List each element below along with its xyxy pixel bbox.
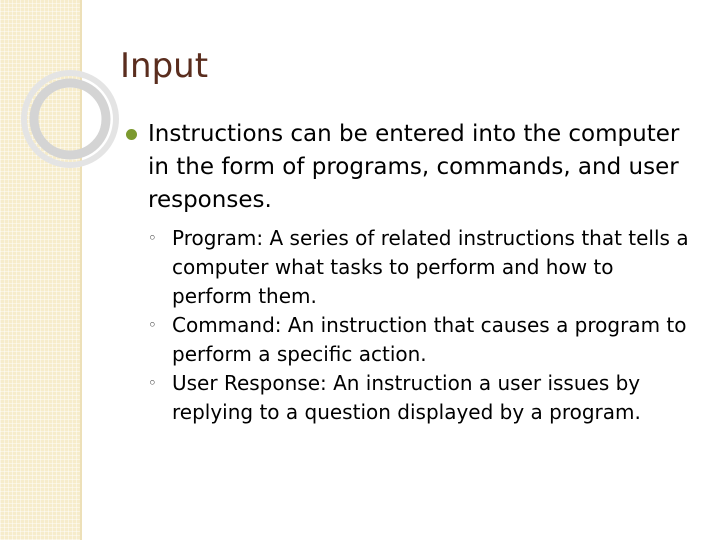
main-bullet-text: Instructions can be entered into the computer in the form of programs, commands, and user responses. — [148, 121, 680, 213]
sub-bullet-text: User Response: An instruction a user issues by replying to a question displayed by a program. — [172, 371, 641, 424]
main-bullet-item — [126, 118, 696, 217]
sub-bullet-text: Command: An instruction that causes a program to perform a specific action. — [172, 313, 687, 366]
hollow-circle-bullet-icon: ◦ — [148, 229, 157, 247]
inner-ring — [34, 83, 106, 155]
hollow-circle-bullet-icon: ◦ — [148, 316, 157, 334]
hollow-circle-bullet-icon: ◦ — [148, 374, 157, 392]
sub-bullet-item-program — [148, 224, 696, 311]
sub-bullet-text: Program: A series of related instructions that tells a computer what tasks to perform and how to perform them. — [172, 226, 689, 308]
sub-bullet-item-user-response — [148, 369, 696, 427]
sub-bullet-list — [148, 224, 696, 427]
main-bullet-dot-icon — [126, 129, 137, 140]
slide-title: Input — [120, 46, 209, 86]
slide-content — [126, 118, 696, 427]
sub-bullet-item-command — [148, 311, 696, 369]
